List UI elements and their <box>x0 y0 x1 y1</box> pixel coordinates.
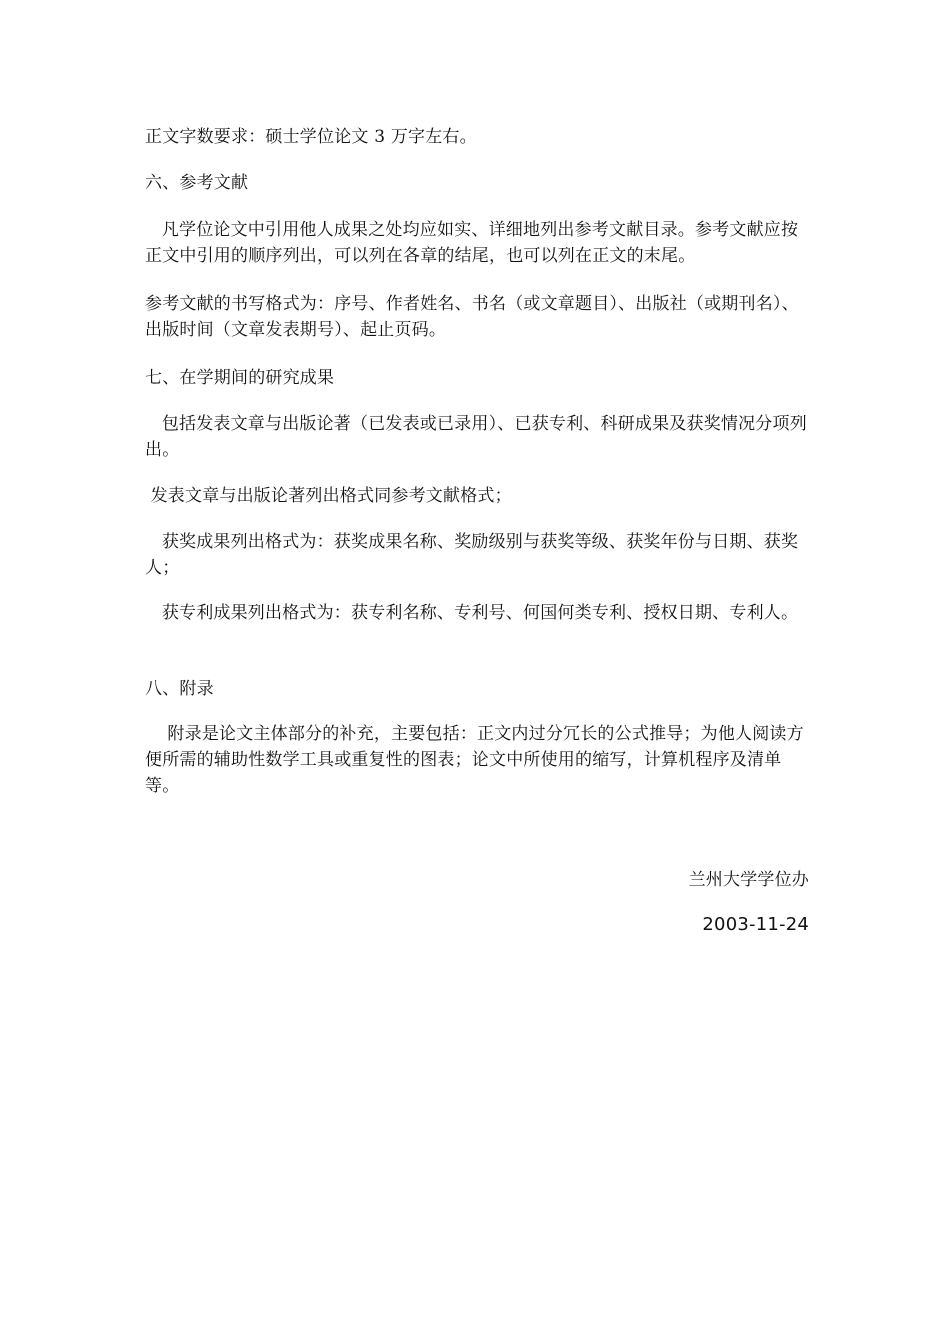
research-paragraph-1: 包括发表文章与出版论著（已发表或已录用）、已获专利、科研成果及获奖情况分项列出。 <box>145 414 807 460</box>
section-heading-references: 六、参考文献 <box>145 173 249 193</box>
issuing-office: 兰州大学学位办 <box>688 870 809 890</box>
research-paragraph-3: 获奖成果列出格式为：获奖成果名称、奖励级别与获奖等级、获奖年份与日期、获奖人； <box>145 532 799 578</box>
research-paragraph-4: 获专利成果列出格式为：获专利名称、专利号、何国何类专利、授权日期、专利人。 <box>145 603 799 623</box>
research-paragraph-2: 发表文章与出版论著列出格式同参考文献格式； <box>145 486 512 506</box>
section-heading-appendix: 八、附录 <box>145 679 214 699</box>
word-count-requirement: 正文字数要求：硕士学位论文 3 万字左右。 <box>145 127 477 147</box>
references-paragraph-1: 凡学位论文中引用他人成果之处均应如实、详细地列出参考文献目录。参考文献应按正文中引用的顺序列出，可以列在各章的结尾，也可以列在正文的末尾。 <box>145 220 799 266</box>
issue-date: 2003-11-24 <box>702 914 809 935</box>
references-paragraph-2: 参考文献的书写格式为：序号、作者姓名、书名（或文章题目）、出版社（或期刊名）、出版时间（文章发表期号）、起止页码。 <box>145 294 799 340</box>
section-heading-research-results: 七、在学期间的研究成果 <box>145 368 335 388</box>
appendix-paragraph: 附录是论文主体部分的补充，主要包括：正文内过分冗长的公式推导；为他人阅读方便所需的辅助性数学工具或重复性的图表；论文中所使用的缩写，计算机程序及清单等。 <box>145 724 804 796</box>
